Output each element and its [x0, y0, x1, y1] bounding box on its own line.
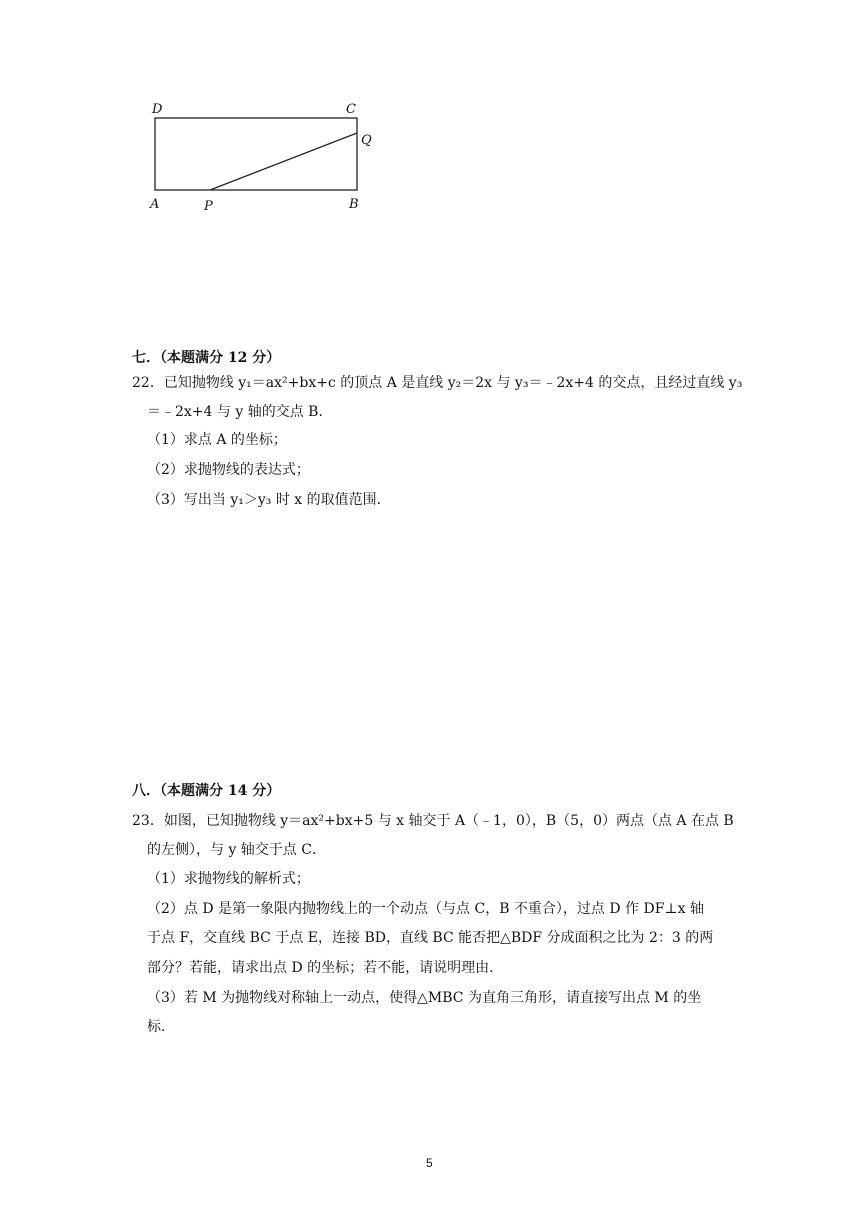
- page-number: 5: [426, 1156, 433, 1170]
- q23-part1: （1）求抛物线的解析式；: [147, 871, 310, 887]
- q23-part3-line2: 标．: [147, 1019, 175, 1035]
- q23-line1: 23．如图，已知抛物线 y＝ax²+bx+5 与 x 轴交于 A（﹣1，0），B（5，0）两点（点 A 在点 B: [132, 813, 734, 829]
- label-a: A: [150, 197, 160, 212]
- rectangle-figure: [140, 95, 380, 220]
- q23-part2-line1: （2）点 D 是第一象限内抛物线上的一个动点（与点 C，B 不重合），过点 D 作 DF⊥x 轴: [147, 901, 704, 917]
- q22-line2: ＝﹣2x+4 与 y 轴的交点 B．: [147, 404, 333, 420]
- q23-part3-line1: （3）若 M 为抛物线对称轴上一动点，使得△MBC 为直角三角形，请直接写出点 M 的坐: [147, 990, 702, 1006]
- label-p: P: [204, 199, 213, 214]
- q22-part1: （1）求点 A 的坐标；: [147, 432, 287, 448]
- section7-heading: 七．（本题满分 12 分）: [132, 350, 281, 366]
- q22-part2: （2）求抛物线的表达式；: [147, 462, 310, 478]
- q23-part2-line2: 于点 F，交直线 BC 于点 E，连接 BD，直线 BC 能否把△BDF 分成面积之比为 2：3 的两: [147, 930, 714, 946]
- label-c: C: [346, 102, 356, 117]
- segment-pq: [210, 133, 357, 190]
- q22-part3: （3）写出当 y₁＞y₃ 时 x 的取值范围．: [147, 492, 391, 508]
- label-d: D: [152, 102, 163, 117]
- q23-line2: 的左侧），与 y 轴交于点 C．: [147, 842, 326, 858]
- q22-line1: 22．已知抛物线 y₁＝ax²+bx+c 的顶点 A 是直线 y₂＝2x 与 y₃＝﹣2x+4 的交点，且经过直线 y₃: [132, 375, 743, 391]
- rectangle-abcd: [155, 118, 357, 190]
- q23-part2-line3: 部分？若能，请求出点 D 的坐标；若不能，请说明理由．: [147, 960, 504, 976]
- label-q: Q: [361, 133, 372, 148]
- section8-heading: 八．（本题满分 14 分）: [132, 783, 281, 799]
- label-b: B: [349, 197, 359, 212]
